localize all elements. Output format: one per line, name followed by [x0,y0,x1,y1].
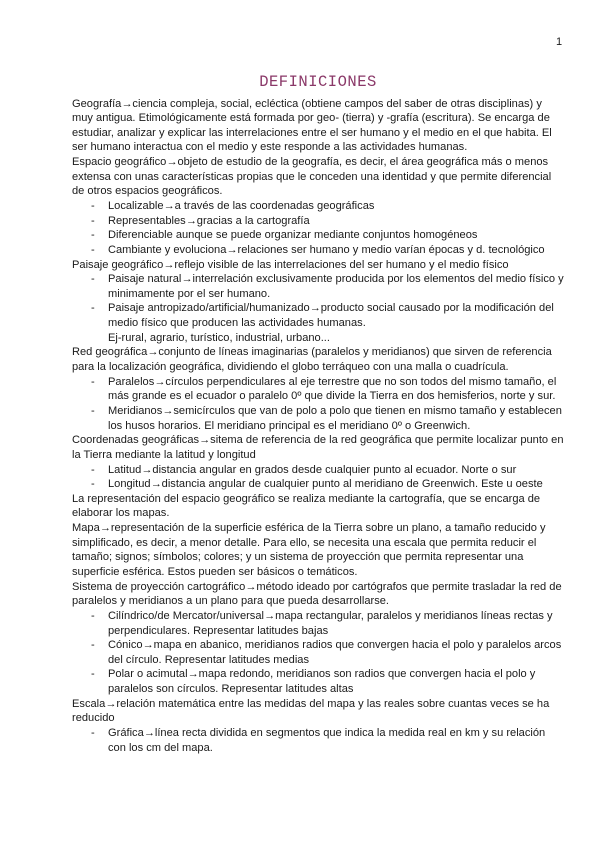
list-item [72,404,562,433]
text-line: extensa con unas características propias que le conceden una identidad y que permite diferencial [72,170,552,183]
text-line: perpendiculares. Representar latitudes bajas [108,624,329,637]
bullet-dash: - [91,727,95,740]
list-item [72,243,552,258]
text-line: medio físico que producen las actividades humanas. [108,317,366,330]
text-line: Diferenciable aunque se puede organizar mediante conjuntos homogéneos [108,229,478,242]
text-line: Ej-rural, agrario, turístico, industrial, urbano... [108,331,330,344]
text-line: para la localización geográfica, dividiendo el globo terráqueo con una malla o cuadrícula. [72,361,509,374]
text-line: con los cm del mapa. [108,741,213,754]
bullet-dash: - [91,214,95,227]
text-line: del círculo. Representar latitudes medias [108,653,310,666]
paragraph [72,521,552,580]
text-line: la Tierra mediante la latitud y longitud [72,448,256,461]
text-line: Sistema de proyección cartográfico→método ideado por cartógrafos que permite trasladar la red de [72,580,562,593]
text-line: de otros espacios geográficos. [72,185,223,198]
text-line: Latitud→distancia angular en grados desde cualquier punto al ecuador. Norte o sur [108,463,517,476]
text-line: los husos horarios. El meridiano principal es el meridiano 0º o Greenwich. [108,419,471,432]
paragraph [72,492,552,521]
bullet-dash: - [91,609,95,622]
paragraph [72,580,562,609]
list-item [72,638,562,667]
text-line: Cilíndrico/de Mercator/universal→mapa rectangular, paralelos y meridianos líneas rectas y [108,609,553,622]
text-line: La representación del espacio geográfico se realiza mediante la cartografía, que se encarga de [72,492,541,505]
bullet-dash: - [91,404,95,417]
paragraph [72,345,552,374]
text-line: Paralelos→círculos perpendiculares al eje terrestre que no son todos del mismo tamaño, el [108,375,557,388]
text-line: más grande es el ecuador o paralelo 0º que divide la Tierra en dos hemisferios, norte y sur. [108,390,556,403]
text-line: Paisaje antropizado/artificial/humanizado→producto social causado por la modificación del [108,302,554,315]
bullet-dash: - [91,273,95,286]
bullet-dash: - [91,375,95,388]
text-line: Paisaje geográfico→reflejo visible de las interrelaciones del ser humano y el medio físico [72,258,509,271]
paragraph [72,258,552,273]
text-line: reducido [72,712,115,725]
bullet-dash: - [91,199,95,212]
list-item [72,667,552,696]
bullet-dash: - [91,639,95,652]
text-line: Red geográfica→conjunto de líneas imaginarias (paralelos y meridianos) que sirven de referencia [72,346,552,359]
list-item [72,609,552,638]
text-line: Cambiante y evoluciona→relaciones ser humano y medio varían épocas y d. tecnológico [108,243,545,256]
bullet-dash: - [91,243,95,256]
text-line: paralelos y meridianos a un plano para que pueda desarrollarse. [72,595,389,608]
page-number: 1 [556,36,563,48]
list-item [72,375,557,404]
text-line: muy antigua. Etimológicamente está formada por geo- (tierra) y -grafía (escritura). Se encarga de [72,112,550,125]
text-line: Longitud→distancia angular de cualquier punto al meridiano de Greenwich. Este u oeste [108,478,543,491]
text-line: paralelos son círculos. Representar latitudes altas [108,683,354,696]
paragraph [72,697,552,726]
paragraph [72,97,552,156]
paragraph [72,155,552,199]
text-line: simplificado, es decir, a menor detalle. Para ello, se necesita una escala que permita reducir el [72,536,537,549]
list-item [72,477,552,492]
document-body [72,97,564,756]
text-line: ser humano interactua con el medio y este responde a las actividades humanas. [72,141,468,154]
list-item [72,463,552,478]
text-line: Meridianos→semicírculos que van de polo a polo que tienen en mismo tamaño y establecen [108,404,562,417]
text-line: estudiar, analizar y explicar las interrelaciones entre el ser humano y el medio en el que habita. El [72,126,552,139]
text-line: Cónico→mapa en abanico, meridianos radios que convergen hacia el polo y paralelos arcos [108,639,562,652]
list-item [72,228,552,243]
list-item [72,301,552,345]
bullet-dash: - [91,229,95,242]
text-line: Paisaje natural→interrelación exclusivamente producida por los elementos del medio físico y [108,273,564,286]
text-line: Representables→gracias a la cartografía [108,214,310,227]
text-line: Localizable→a través de las coordenadas geográficas [108,199,375,212]
text-line: Espacio geográfico→objeto de estudio de la geografía, es decir, el área geográfica más o menos [72,156,549,169]
bullet-dash: - [91,302,95,315]
text-line: superficie esférica. Estos pueden ser básicos o temáticos. [72,566,358,578]
text-line: Geografía→ciencia compleja, social, ecléctica (obtiene campos del saber de otras disciplinas) y [72,97,542,110]
document-title: DEFINICIONES [259,73,377,91]
paragraph [72,433,564,462]
list-item [72,214,552,229]
list-item [72,726,552,755]
text-line: Polar o acimutal→mapa redondo, meridianos son radios que convergen hacia el polo y [108,668,536,681]
bullet-dash: - [91,463,95,476]
text-line: tamaño; signos; símbolos; colores; y un sistema de proyección que permita representar una [72,551,524,564]
list-item [72,272,564,301]
text-line: elaborar los mapas. [72,507,170,520]
text-line: Mapa→representación de la superficie esférica de la Tierra sobre un plano, a tamaño reducido y [72,522,546,535]
bullet-dash: - [91,668,95,681]
list-item [72,199,552,214]
text-line: Escala→relación matemática entre las medidas del mapa y las reales sobre cuantas veces se ha [72,697,550,710]
text-line: Coordenadas geográficas→sitema de referencia de la red geográfica que permite localizar punto en [72,434,564,447]
text-line: Gráfica→línea recta dividida en segmentos que indica la medida real en km y su relación [108,727,546,740]
bullet-dash: - [91,478,95,491]
text-line: minimamente por el ser humano. [108,287,271,300]
